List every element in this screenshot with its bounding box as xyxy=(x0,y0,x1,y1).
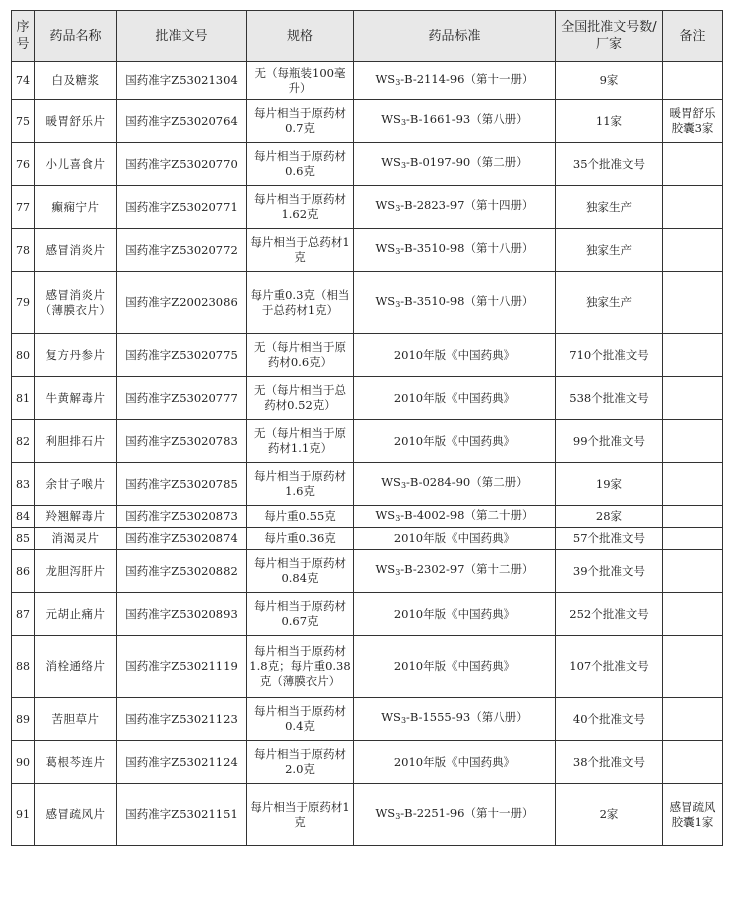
cell-count: 57个批准文号 xyxy=(556,528,663,550)
cell-spec: 每片相当于原药材0.7克 xyxy=(247,100,354,143)
subscript-3: 3 xyxy=(400,481,407,490)
cell-count: 独家生产 xyxy=(556,186,663,229)
cell-name: 龙胆泻肝片 xyxy=(35,550,117,593)
subscript-3: 3 xyxy=(395,299,401,309)
cell-standard: $WS_3-B-0284-90$（第二册） xyxy=(354,463,556,506)
table-row xyxy=(12,143,723,186)
cell-spec: 每片相当于原药材1.62克 xyxy=(247,186,354,229)
cell-standard: $WS_3-B-3510-98$（第十八册） xyxy=(354,272,556,334)
cell-approval: 国药准字Z53020893 xyxy=(117,593,247,636)
cell-note xyxy=(663,334,723,377)
cell-name: 葛根芩连片 xyxy=(35,741,117,784)
cell-standard: 2010年版《中国药典》 xyxy=(354,528,556,550)
cell-spec: 每片相当于原药材1.8克；每片重0.38克（薄膜衣片） xyxy=(247,636,354,698)
cell-count: 独家生产 xyxy=(556,272,663,334)
cell-note xyxy=(663,229,723,272)
cell-name: 小儿喜食片 xyxy=(35,143,117,186)
cell-no: 87 xyxy=(12,593,35,636)
table-row xyxy=(12,463,723,506)
cell-approval: 国药准字Z53020873 xyxy=(117,506,247,528)
cell-note xyxy=(663,506,723,528)
cell-no: 75 xyxy=(12,100,35,143)
cell-count: 9家 xyxy=(556,62,663,100)
cell-note: 暖胃舒乐胶囊3家 xyxy=(663,100,723,143)
table-row xyxy=(12,593,723,636)
cell-standard: 2010年版《中国药典》 xyxy=(354,377,556,420)
cell-standard: 2010年版《中国药典》 xyxy=(354,593,556,636)
cell-spec: 每片相当于原药材0.67克 xyxy=(247,593,354,636)
cell-approval: 国药准字Z53020771 xyxy=(117,186,247,229)
cell-name: 苦胆草片 xyxy=(35,698,117,741)
cell-standard: $WS_3-B-0197-90$（第二册） xyxy=(354,143,556,186)
cell-count: 独家生产 xyxy=(556,229,663,272)
cell-note xyxy=(663,186,723,229)
cell-name: 消栓通络片 xyxy=(35,636,117,698)
cell-spec: 每片重0.55克 xyxy=(247,506,354,528)
cell-spec: 每片相当于原药材1.6克 xyxy=(247,463,354,506)
table-row xyxy=(12,550,723,593)
cell-approval: 国药准字Z53020777 xyxy=(117,377,247,420)
cell-count: 252个批准文号 xyxy=(556,593,663,636)
cell-standard: 2010年版《中国药典》 xyxy=(354,420,556,463)
cell-no: 84 xyxy=(12,506,35,528)
cell-approval: 国药准字Z53021119 xyxy=(117,636,247,698)
cell-approval: 国药准字Z53021304 xyxy=(117,62,247,100)
header-count: 全国批准文号数/厂家 xyxy=(556,11,663,62)
cell-name: 元胡止痛片 xyxy=(35,593,117,636)
cell-spec: 每片相当于原药材0.6克 xyxy=(247,143,354,186)
cell-spec: 无（每片相当于原药材0.6克） xyxy=(247,334,354,377)
cell-count: 710个批准文号 xyxy=(556,334,663,377)
cell-approval: 国药准字Z53020783 xyxy=(117,420,247,463)
header-spec: 规格 xyxy=(247,11,354,62)
cell-standard: 2010年版《中国药典》 xyxy=(354,741,556,784)
cell-count: 28家 xyxy=(556,506,663,528)
cell-name: 复方丹参片 xyxy=(35,334,117,377)
subscript-3: 3 xyxy=(395,204,401,213)
table-header-row xyxy=(12,11,723,62)
cell-approval: 国药准字Z53020882 xyxy=(117,550,247,593)
table-row xyxy=(12,377,723,420)
cell-no: 90 xyxy=(12,741,35,784)
cell-no: 91 xyxy=(12,784,35,846)
cell-approval: 国药准字Z53020874 xyxy=(117,528,247,550)
cell-no: 76 xyxy=(12,143,35,186)
cell-name: 感冒消炎片（薄膜衣片） xyxy=(35,272,117,334)
table-row xyxy=(12,636,723,698)
cell-standard: 2010年版《中国药典》 xyxy=(354,636,556,698)
subscript-3: 3 xyxy=(400,118,407,127)
cell-name: 暖胃舒乐片 xyxy=(35,100,117,143)
cell-count: 19家 xyxy=(556,463,663,506)
cell-name: 感冒疏风片 xyxy=(35,784,117,846)
cell-no: 89 xyxy=(12,698,35,741)
table-row xyxy=(12,272,723,334)
drug-approval-table xyxy=(11,10,723,846)
table-row xyxy=(12,334,723,377)
cell-name: 羚翘解毒片 xyxy=(35,506,117,528)
cell-spec: 每片相当于原药材1克 xyxy=(247,784,354,846)
header-note: 备注 xyxy=(663,11,723,62)
header-standard: 药品标准 xyxy=(354,11,556,62)
header-name: 药品名称 xyxy=(35,11,117,62)
cell-standard: $WS_3-B-1661-93$（第八册） xyxy=(354,100,556,143)
subscript-3: 3 xyxy=(395,811,401,821)
cell-approval: 国药准字Z53020772 xyxy=(117,229,247,272)
cell-count: 39个批准文号 xyxy=(556,550,663,593)
cell-name: 白及糖浆 xyxy=(35,62,117,100)
cell-note xyxy=(663,698,723,741)
cell-standard: $WS_3-B-2251-96$（第十一册） xyxy=(354,784,556,846)
table-row xyxy=(12,784,723,846)
cell-spec: 无（每片相当于总药材0.52克） xyxy=(247,377,354,420)
cell-no: 78 xyxy=(12,229,35,272)
subscript-3: 3 xyxy=(400,161,407,170)
header-no: 序号 xyxy=(12,11,35,62)
cell-approval: 国药准字Z53021123 xyxy=(117,698,247,741)
header-approval: 批准文号 xyxy=(117,11,247,62)
cell-count: 107个批准文号 xyxy=(556,636,663,698)
cell-approval: 国药准字Z20023086 xyxy=(117,272,247,334)
table-row xyxy=(12,528,723,550)
table-row xyxy=(12,506,723,528)
cell-count: 538个批准文号 xyxy=(556,377,663,420)
cell-count: 40个批准文号 xyxy=(556,698,663,741)
cell-note xyxy=(663,62,723,100)
cell-spec: 每片重0.3克（相当于总药材1克） xyxy=(247,272,354,334)
cell-no: 85 xyxy=(12,528,35,550)
table-row xyxy=(12,741,723,784)
subscript-3: 3 xyxy=(400,716,407,725)
table-row xyxy=(12,186,723,229)
cell-count: 99个批准文号 xyxy=(556,420,663,463)
cell-count: 35个批准文号 xyxy=(556,143,663,186)
cell-note xyxy=(663,636,723,698)
cell-standard: $WS_3-B-3510-98$（第十八册） xyxy=(354,229,556,272)
subscript-3: 3 xyxy=(395,568,401,577)
cell-name: 牛黄解毒片 xyxy=(35,377,117,420)
cell-no: 83 xyxy=(12,463,35,506)
cell-note xyxy=(663,550,723,593)
cell-approval: 国药准字Z53021124 xyxy=(117,741,247,784)
cell-spec: 每片相当于总药材1克 xyxy=(247,229,354,272)
cell-standard: $WS_3-B-2302-97$（第十二册） xyxy=(354,550,556,593)
cell-spec: 每片相当于原药材0.84克 xyxy=(247,550,354,593)
cell-note xyxy=(663,463,723,506)
subscript-3: 3 xyxy=(395,513,401,523)
cell-count: 38个批准文号 xyxy=(556,741,663,784)
cell-name: 感冒消炎片 xyxy=(35,229,117,272)
subscript-3: 3 xyxy=(395,77,401,87)
cell-approval: 国药准字Z53020764 xyxy=(117,100,247,143)
cell-note xyxy=(663,272,723,334)
cell-standard: $WS_3-B-2823-97$（第十四册） xyxy=(354,186,556,229)
table-row xyxy=(12,100,723,143)
cell-spec: 每片重0.36克 xyxy=(247,528,354,550)
cell-approval: 国药准字Z53020770 xyxy=(117,143,247,186)
table-row xyxy=(12,698,723,741)
cell-spec: 每片相当于原药材0.4克 xyxy=(247,698,354,741)
cell-no: 88 xyxy=(12,636,35,698)
cell-standard: $WS_3-B-4002-98$（第二十册） xyxy=(354,506,556,528)
cell-note: 感冒疏风胶囊1家 xyxy=(663,784,723,846)
cell-approval: 国药准字Z53021151 xyxy=(117,784,247,846)
cell-no: 79 xyxy=(12,272,35,334)
cell-note xyxy=(663,741,723,784)
cell-no: 77 xyxy=(12,186,35,229)
cell-note xyxy=(663,377,723,420)
cell-standard: $WS_3-B-2114-96$（第十一册） xyxy=(354,62,556,100)
cell-note xyxy=(663,528,723,550)
table-row xyxy=(12,420,723,463)
cell-note xyxy=(663,420,723,463)
cell-count: 11家 xyxy=(556,100,663,143)
cell-spec: 无（每瓶装100毫升） xyxy=(247,62,354,100)
cell-name: 余甘子喉片 xyxy=(35,463,117,506)
table-row xyxy=(12,62,723,100)
cell-spec: 每片相当于原药材2.0克 xyxy=(247,741,354,784)
cell-standard: $WS_3-B-1555-93$（第八册） xyxy=(354,698,556,741)
cell-count: 2家 xyxy=(556,784,663,846)
cell-standard: 2010年版《中国药典》 xyxy=(354,334,556,377)
cell-note xyxy=(663,593,723,636)
cell-name: 消渴灵片 xyxy=(35,528,117,550)
cell-name: 癫痫宁片 xyxy=(35,186,117,229)
table-body xyxy=(12,62,723,846)
cell-name: 利胆排石片 xyxy=(35,420,117,463)
cell-no: 81 xyxy=(12,377,35,420)
cell-approval: 国药准字Z53020785 xyxy=(117,463,247,506)
table-row xyxy=(12,229,723,272)
cell-spec: 无（每片相当于原药材1.1克） xyxy=(247,420,354,463)
cell-no: 80 xyxy=(12,334,35,377)
cell-approval: 国药准字Z53020775 xyxy=(117,334,247,377)
cell-no: 86 xyxy=(12,550,35,593)
cell-note xyxy=(663,143,723,186)
cell-no: 82 xyxy=(12,420,35,463)
cell-no: 74 xyxy=(12,62,35,100)
subscript-3: 3 xyxy=(395,247,401,256)
